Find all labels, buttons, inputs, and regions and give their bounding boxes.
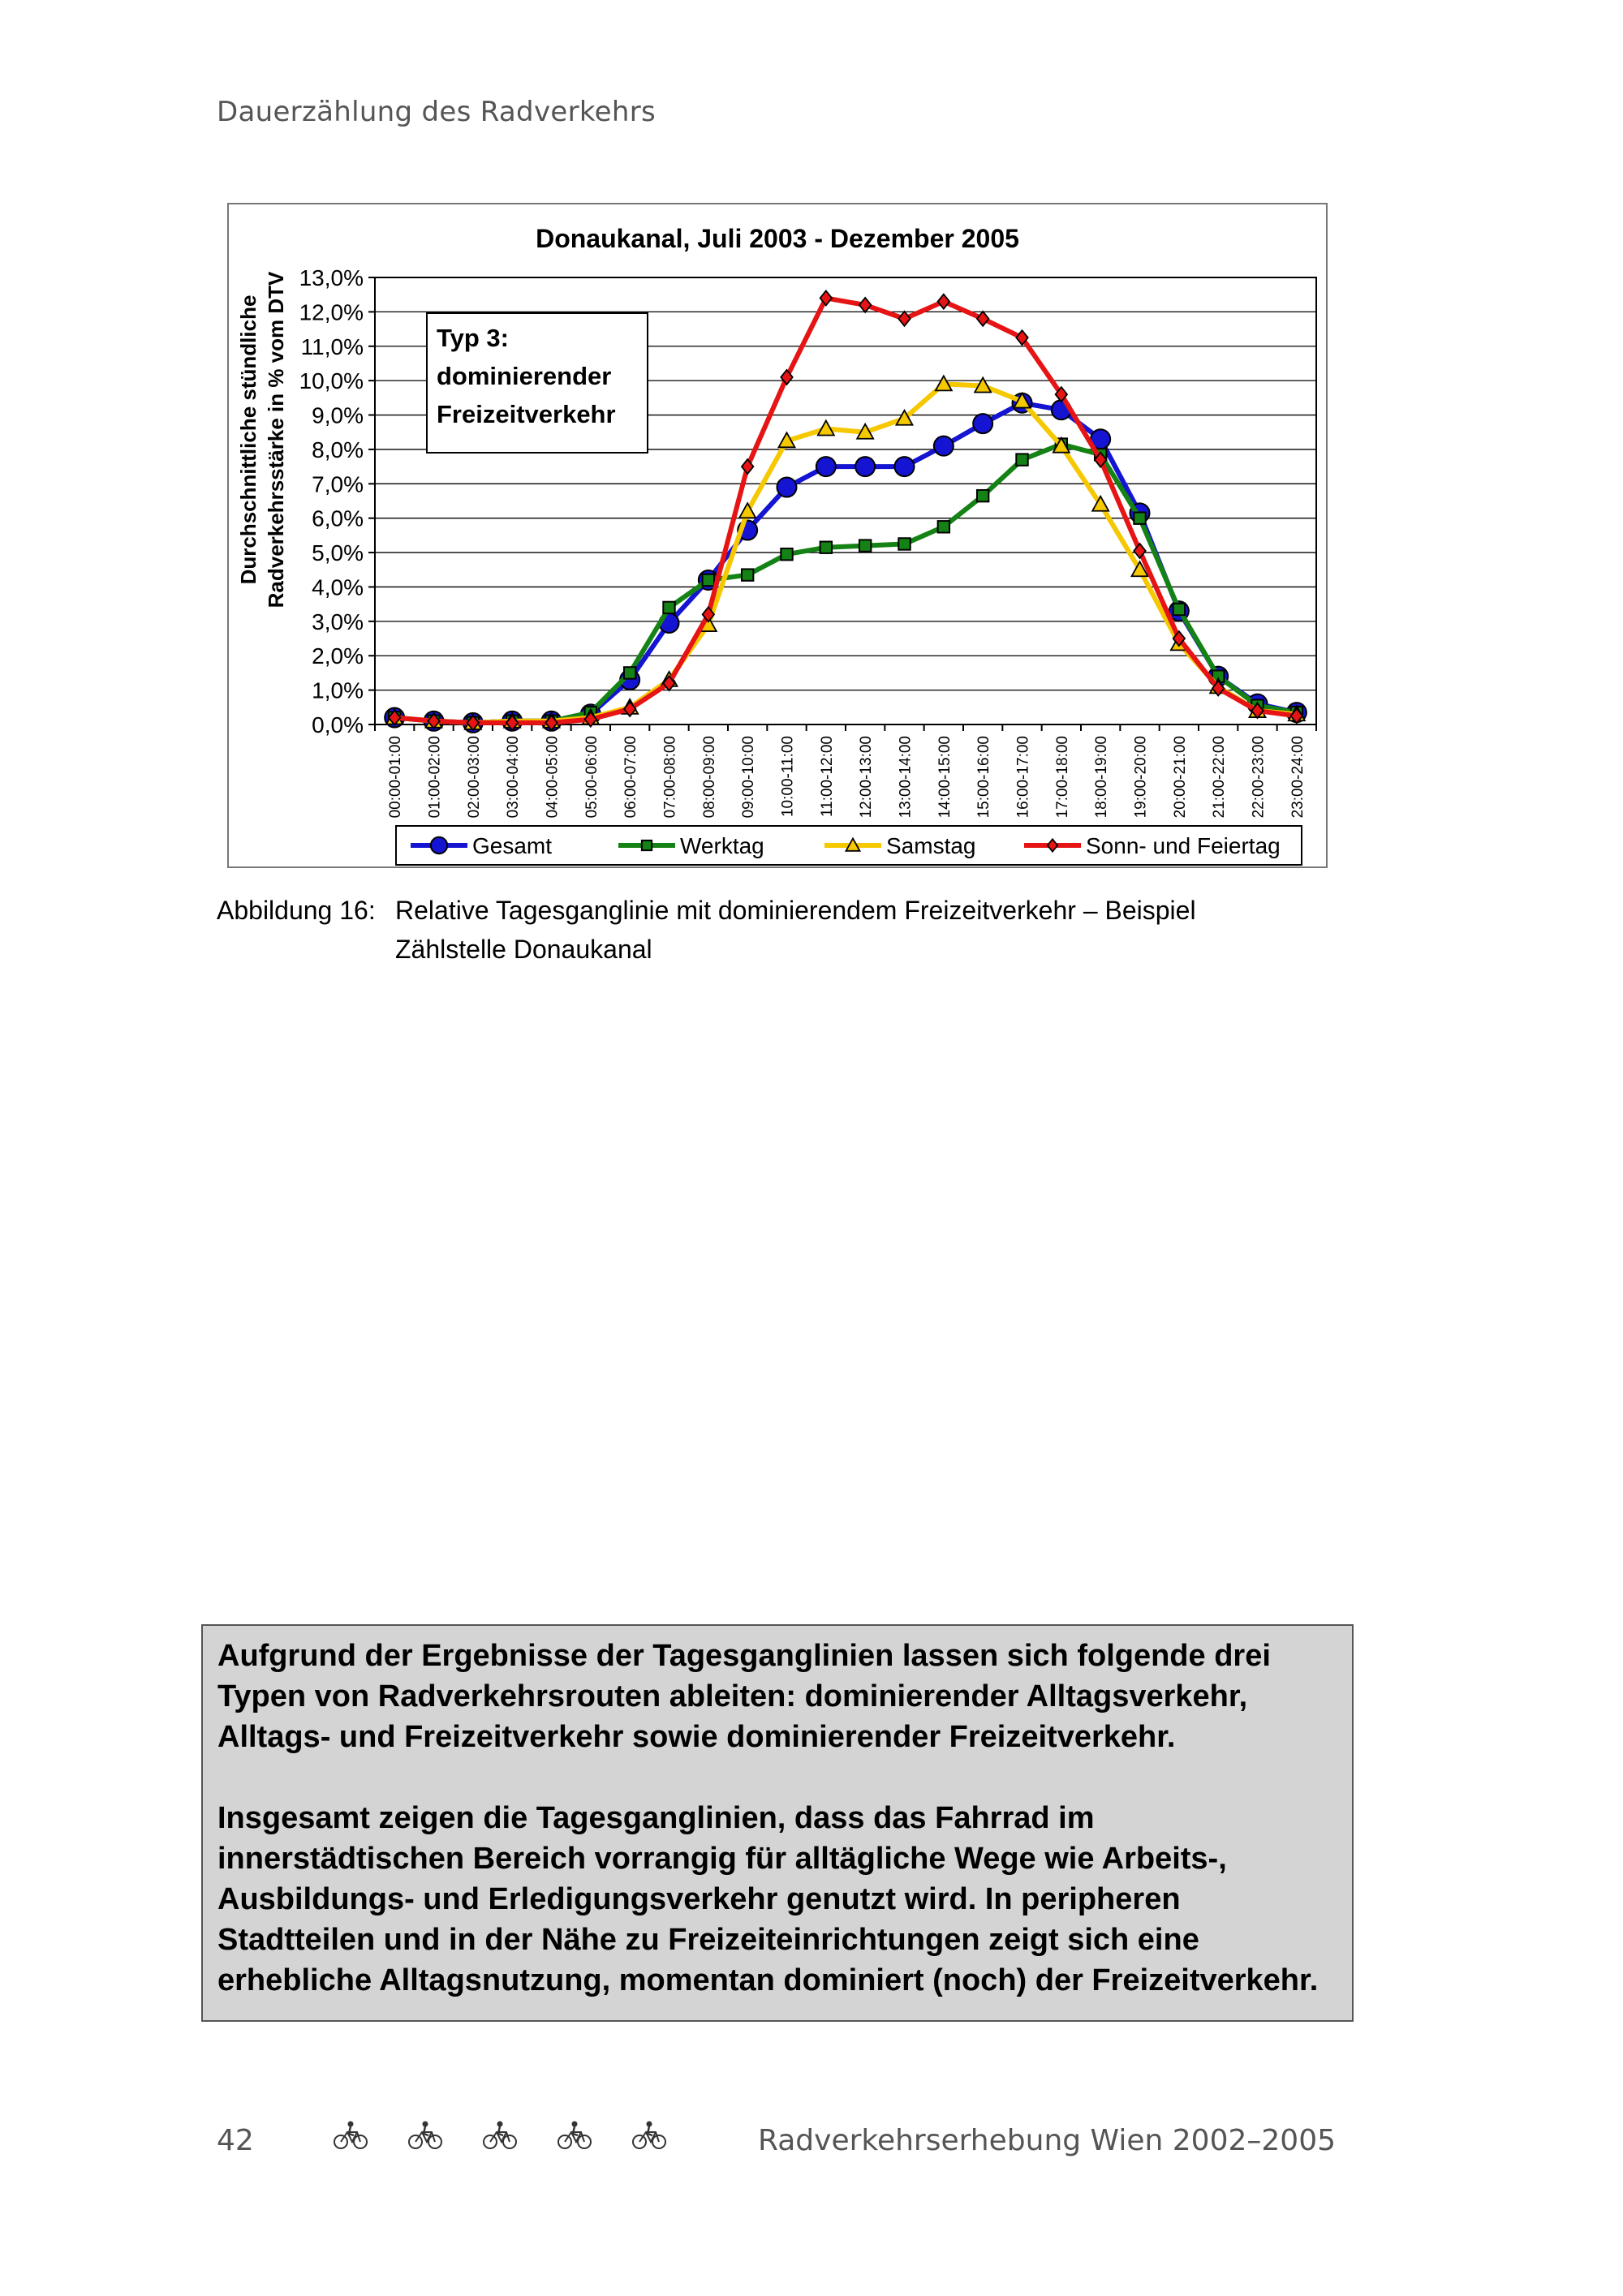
x-tick-label: 09:00-10:00	[740, 736, 758, 819]
legend	[396, 826, 1302, 865]
bicycle-icon	[333, 2119, 368, 2152]
x-tick-label: 16:00-17:00	[1014, 736, 1032, 819]
x-tick-label: 05:00-06:00	[583, 736, 601, 819]
data-point	[781, 548, 792, 560]
x-tick-label: 06:00-07:00	[622, 736, 640, 819]
y-tick-label: 9,0%	[312, 402, 364, 428]
data-point	[1173, 604, 1185, 615]
legend-label: Samstag	[886, 833, 976, 858]
caption-label: Abbildung 16:	[217, 896, 376, 925]
legend-label: Sonn- und Feiertag	[1086, 833, 1281, 858]
y-tick-label: 6,0%	[312, 505, 364, 531]
caption-line1: Relative Tagesganglinie mit dominierendem Freizeitverkehr – Beispiel	[395, 896, 1196, 925]
x-tick-label: 11:00-12:00	[818, 736, 836, 818]
y-tick-label: 8,0%	[312, 436, 364, 462]
legend-label: Werktag	[680, 833, 764, 858]
data-point	[938, 295, 949, 309]
bicycle-icon	[631, 2119, 667, 2152]
summary-paragraph-1: Aufgrund der Ergebnisse der Tagesganglinien lassen sich folgende drei Typen von Radverkehrsrouten ableiten: dominierender Alltagsverkehr, Alltags- und Freizeitverkehr sowie dominierender Freizeitverkehr.	[217, 1639, 1271, 1754]
x-tick-label: 23:00-24:00	[1289, 736, 1307, 819]
x-tick-label: 12:00-13:00	[858, 736, 876, 819]
data-point	[742, 569, 753, 580]
data-point	[895, 457, 915, 476]
y-tick-label: 5,0%	[312, 540, 364, 566]
data-point	[431, 837, 447, 853]
data-point	[977, 312, 988, 326]
y-axis-label	[236, 271, 288, 608]
data-point	[898, 312, 910, 326]
annotation-line2: dominierender	[437, 362, 612, 390]
x-tick-label: 17:00-18:00	[1053, 736, 1071, 819]
data-point	[934, 436, 954, 456]
bicycle-icon	[557, 2119, 592, 2152]
bicycle-icon	[482, 2119, 518, 2152]
y-tick-label: 0,0%	[312, 712, 364, 737]
x-tick-label: 15:00-16:00	[975, 736, 993, 819]
x-tick-label: 00:00-01:00	[387, 736, 405, 819]
caption-line2: Zählstelle Donaukanal	[395, 935, 652, 964]
page-number: 42	[217, 2124, 254, 2157]
data-point	[663, 602, 674, 613]
x-tick-label: 21:00-22:00	[1211, 736, 1229, 819]
y-tick-label: 13,0%	[299, 265, 364, 290]
publication-title: Radverkehrserhebung Wien 2002–2005	[758, 2124, 1336, 2157]
x-tick-label: 01:00-02:00	[426, 736, 444, 819]
x-tick-label: 14:00-15:00	[936, 736, 954, 819]
y-tick-label: 4,0%	[312, 574, 364, 600]
y-axis-label-line2: Radverkehrsstärke in % vom DTV	[264, 271, 288, 608]
data-point	[859, 540, 871, 551]
chart-frame	[227, 203, 1328, 868]
bicycle-ornament-row	[333, 2119, 667, 2152]
annotation-line1: Typ 3:	[437, 324, 509, 352]
x-tick-label: 13:00-14:00	[897, 736, 915, 819]
x-tick-label: 04:00-05:00	[544, 736, 562, 819]
y-tick-label: 12,0%	[299, 299, 364, 325]
x-tick-label: 20:00-21:00	[1171, 736, 1189, 819]
data-point	[624, 667, 635, 678]
data-point	[816, 457, 836, 476]
x-tick-label: 18:00-19:00	[1093, 736, 1111, 819]
x-tick-label: 22:00-23:00	[1250, 736, 1268, 819]
annotation-box	[427, 313, 648, 453]
series-werktag	[389, 438, 1302, 729]
bicycle-icon	[407, 2119, 443, 2152]
summary-box	[201, 1624, 1354, 2022]
legend-label: Gesamt	[472, 833, 553, 858]
x-tick-label: 03:00-04:00	[505, 736, 523, 819]
x-tick-label: 10:00-11:00	[779, 736, 797, 818]
x-tick-label: 02:00-03:00	[465, 736, 483, 819]
y-axis-label-line1: Durchschnittliche stündliche	[236, 295, 260, 585]
chart-title: Donaukanal, Juli 2003 - Dezember 2005	[536, 224, 1019, 253]
y-tick-label: 2,0%	[312, 643, 364, 669]
data-point	[1134, 512, 1145, 523]
figure-caption	[217, 891, 1196, 969]
y-axis-ticks	[299, 265, 375, 737]
y-tick-label: 11,0%	[300, 333, 364, 359]
data-point	[820, 542, 832, 553]
x-tick-label: 07:00-08:00	[661, 736, 679, 819]
data-point	[898, 538, 910, 549]
data-point	[1016, 454, 1027, 465]
running-header: Dauerzählung des Radverkehrs	[217, 96, 656, 128]
y-tick-label: 7,0%	[312, 471, 364, 497]
data-point	[777, 478, 797, 497]
data-point	[938, 521, 949, 532]
y-tick-label: 1,0%	[312, 677, 364, 703]
x-tick-label: 19:00-20:00	[1132, 736, 1150, 819]
data-point	[855, 457, 875, 476]
series-line	[394, 445, 1297, 723]
data-point	[642, 841, 652, 850]
x-axis-ticks	[375, 724, 1316, 818]
summary-paragraph-2: Insgesamt zeigen die Tagesganglinien, dass das Fahrrad im innerstädtischen Bereich vorrangig für alltägliche Wege wie Arbeits-, Ausbildungs- und Erledigungsverkehr genutzt wird. In peripheren Stadtteilen und in der Nähe zu Freizeiteinrichtungen zeigt sich eine erhebliche Alltagsnutzung, momentan dominiert (noch) der Freizeitverkehr.	[217, 1801, 1319, 1997]
y-tick-label: 10,0%	[299, 368, 364, 394]
line-chart	[229, 204, 1326, 866]
data-point	[703, 574, 714, 586]
x-tick-label: 08:00-09:00	[700, 736, 718, 819]
data-point	[859, 298, 871, 312]
y-tick-label: 3,0%	[312, 608, 364, 634]
annotation-line3: Freizeitverkehr	[437, 400, 616, 428]
data-point	[977, 490, 988, 501]
data-point	[973, 414, 992, 433]
